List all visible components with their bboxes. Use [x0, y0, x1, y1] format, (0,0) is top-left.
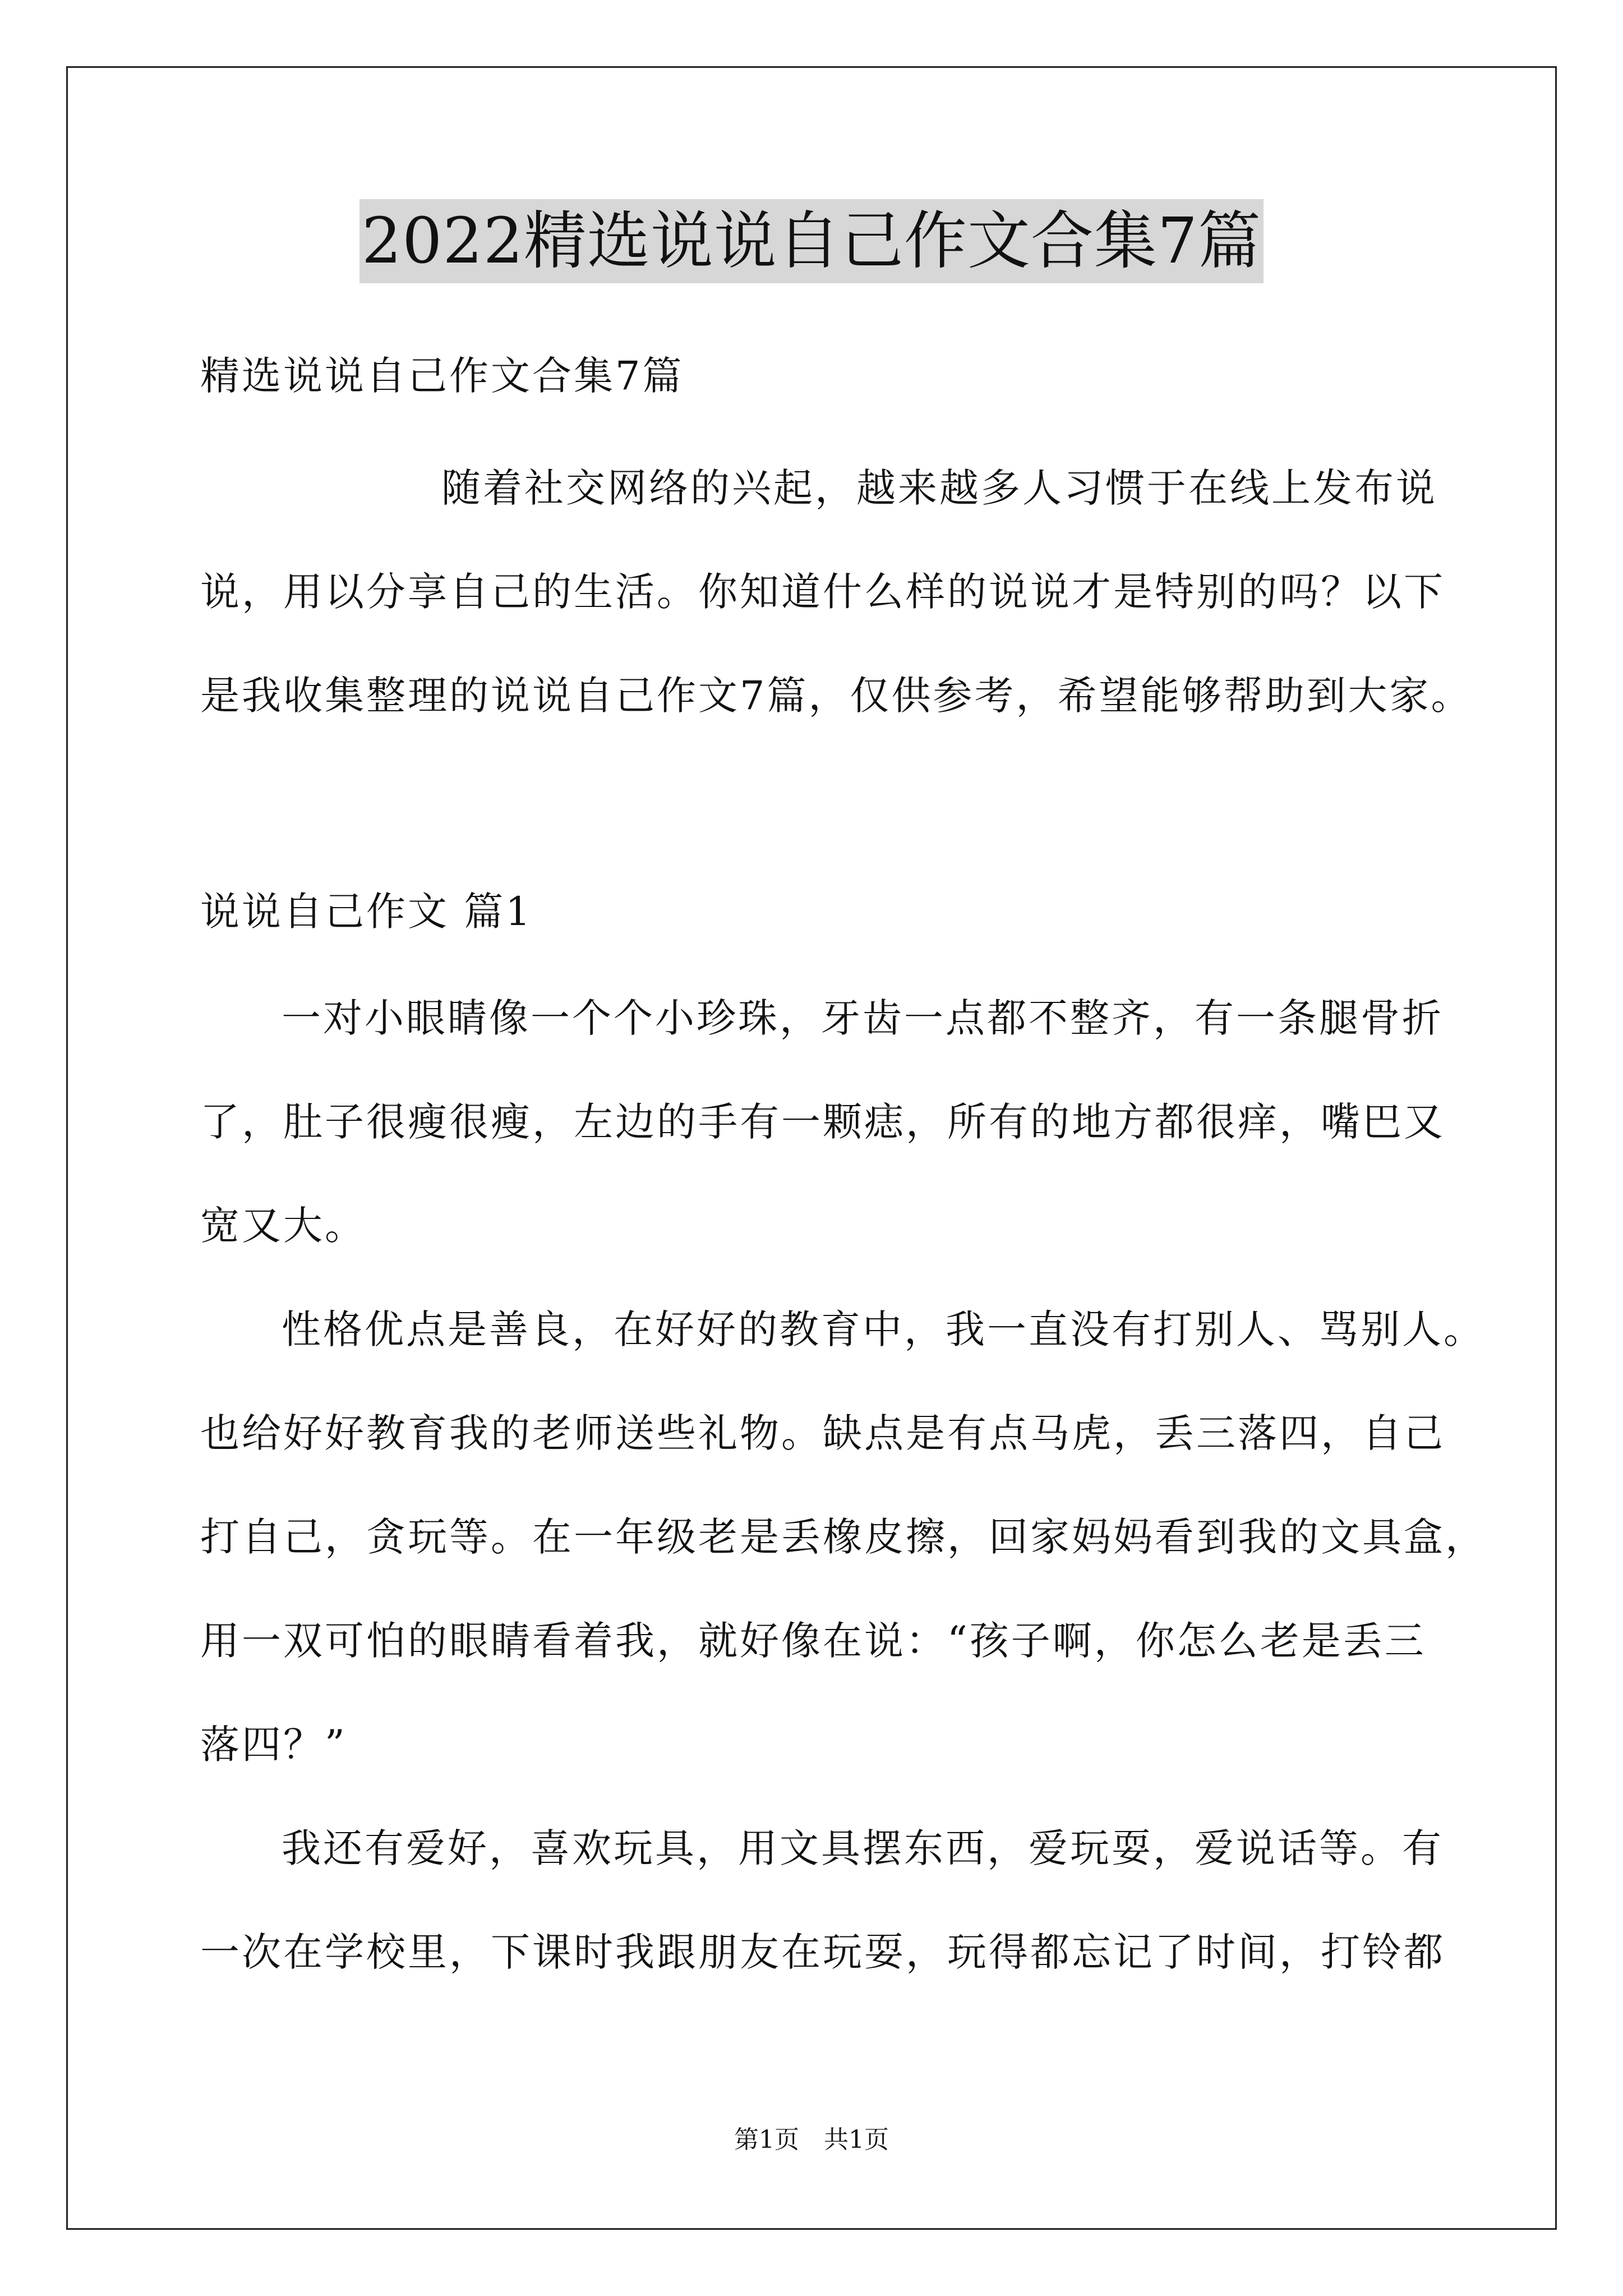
document-title: 2022精选说说自己作文合集7篇	[359, 199, 1264, 283]
page-total: 共1页	[824, 2125, 889, 2154]
body-line: 打自己，贪玩等。在一年级老是丢橡皮擦，回家妈妈看到我的文具盒，	[200, 1514, 1487, 1560]
intro-line: 随着社交网络的兴起，越来越多人习惯于在线上发布说	[441, 465, 1437, 511]
body-line: 用一双可怕的眼睛看着我，就好像在说：“孩子啊，你怎么老是丢三	[200, 1618, 1426, 1664]
document-subtitle: 精选说说自己作文合集7篇	[200, 353, 684, 399]
page-number: 第1页	[734, 2125, 799, 2154]
body-line: 也给好好教育我的老师送些礼物。缺点是有点马虎，丢三落四，自己	[200, 1410, 1445, 1456]
body-line: 落四？”	[200, 1722, 347, 1768]
intro-line: 说，用以分享自己的生活。你知道什么样的说说才是特别的吗？以下	[200, 569, 1445, 615]
section-heading: 说说自己作文 篇1	[200, 889, 533, 935]
body-line: 了，肚子很瘦很瘦，左边的手有一颗痣，所有的地方都很痒，嘴巴又	[200, 1099, 1445, 1145]
body-line: 宽又大。	[200, 1203, 366, 1249]
body-line: 性格优点是善良，在好好的教育中，我一直没有打别人、骂别人。	[282, 1306, 1485, 1352]
body-line: 一对小眼睛像一个个小珍珠，牙齿一点都不整齐，有一条腿骨折	[282, 995, 1444, 1041]
body-line: 一次在学校里，下课时我跟朋友在玩耍，玩得都忘记了时间，打铃都	[200, 1929, 1445, 1975]
intro-line: 是我收集整理的说说自己作文7篇，仅供参考，希望能够帮助到大家。	[200, 673, 1473, 719]
title-container	[0, 199, 1623, 283]
page-footer	[0, 2123, 1623, 2157]
body-line: 我还有爱好，喜欢玩具，用文具摆东西，爱玩耍，爱说话等。有	[282, 1825, 1444, 1871]
